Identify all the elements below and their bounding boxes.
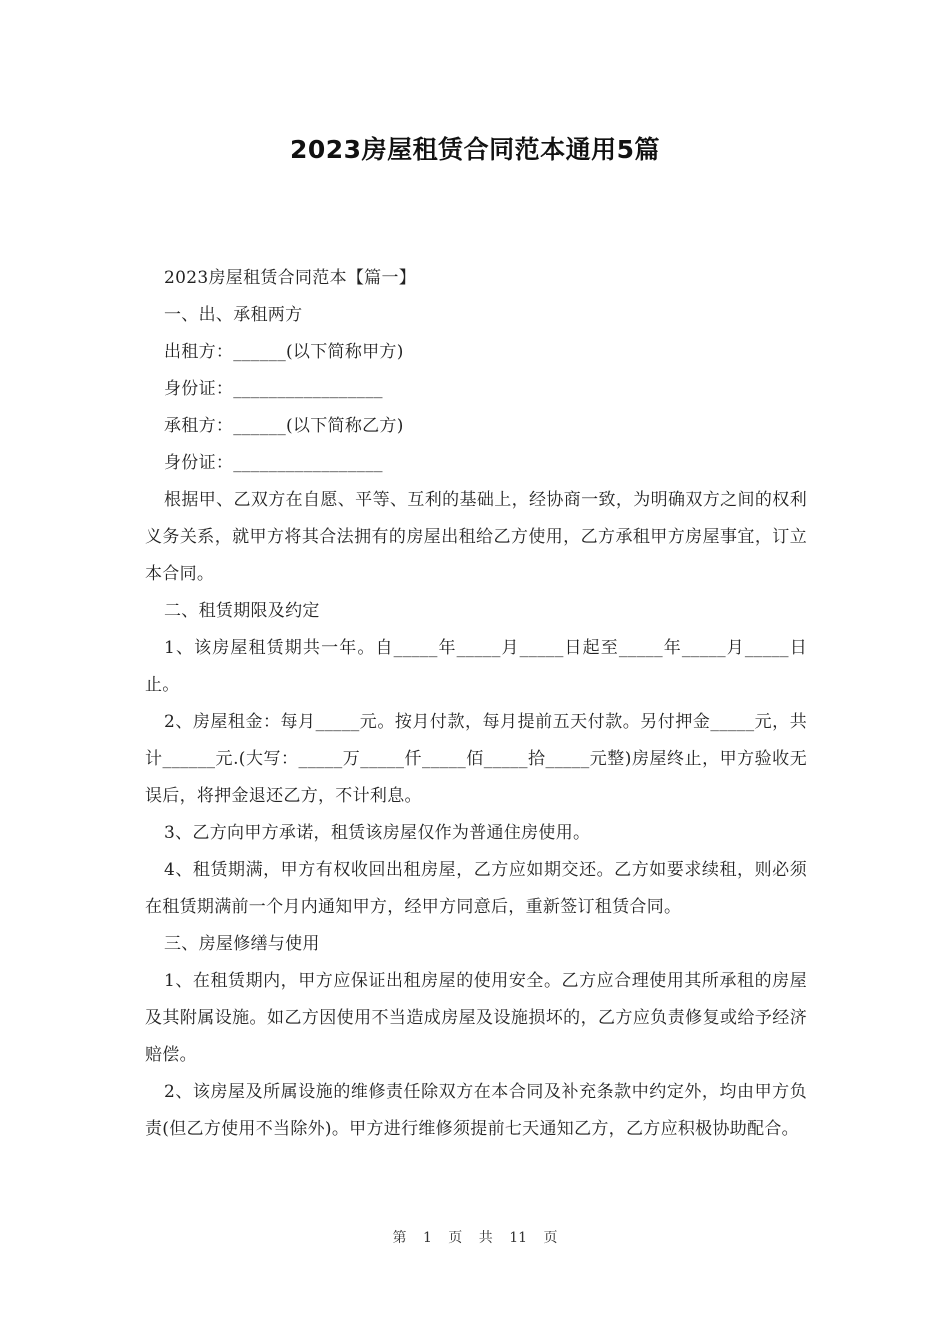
paragraph-term-2: 2、房屋租金：每月_____元。按月付款，每月提前五天付款。另付押金_____元，共计______元.(大写：_____万_____仟_____佰_____拾_____元整)房屋终止，甲方验收无误后，将押金退还乙方，不计利息。 (145, 712, 807, 806)
paragraph-lessor-id: 身份证：_________________ (164, 379, 383, 399)
paragraph-section-heading: 2023房屋租赁合同范本【篇一】 (164, 268, 417, 288)
paragraph-repair-2: 2、该房屋及所属设施的维修责任除双方在本合同及补充条款中约定外，均由甲方负责(但乙方使用不当除外)。甲方进行维修须提前七天通知乙方，乙方应积极协助配合。 (145, 1082, 807, 1139)
paragraph-repair-1: 1、在租赁期内，甲方应保证出租房屋的使用安全。乙方应合理使用其所承租的房屋及其附属设施。如乙方因使用不当造成房屋及设施损坏的，乙方应负责修复或给予经济赔偿。 (145, 971, 807, 1065)
document-body (145, 260, 807, 1148)
page-footer: 第 1 页 共 11 页 (392, 1230, 558, 1246)
document-title: 2023房屋租赁合同范本通用5篇 (290, 135, 660, 164)
paragraph-lessee: 承租方：______(以下简称乙方) (164, 416, 404, 436)
paragraph-parties-heading: 一、出、承租两方 (164, 305, 303, 325)
paragraph-lessee-id: 身份证：_________________ (164, 453, 383, 473)
paragraph-term-1: 1、该房屋租赁期共一年。自_____年_____月_____日起至_____年_____月_____日止。 (145, 638, 807, 695)
paragraph-lessor: 出租方：______(以下简称甲方) (164, 342, 404, 362)
paragraph-term-4: 4、租赁期满，甲方有权收回出租房屋，乙方应如期交还。乙方如要求续租，则必须在租赁期满前一个月内通知甲方，经甲方同意后，重新签订租赁合同。 (145, 860, 807, 917)
paragraph-term-heading: 二、租赁期限及约定 (164, 601, 320, 621)
paragraph-term-3: 3、乙方向甲方承诺，租赁该房屋仅作为普通住房使用。 (164, 823, 591, 843)
paragraph-repair-heading: 三、房屋修缮与使用 (164, 934, 320, 954)
paragraph-preamble: 根据甲、乙双方在自愿、平等、互利的基础上，经协商一致，为明确双方之间的权利义务关系，就甲方将其合法拥有的房屋出租给乙方使用，乙方承租甲方房屋事宜，订立本合同。 (145, 490, 807, 584)
